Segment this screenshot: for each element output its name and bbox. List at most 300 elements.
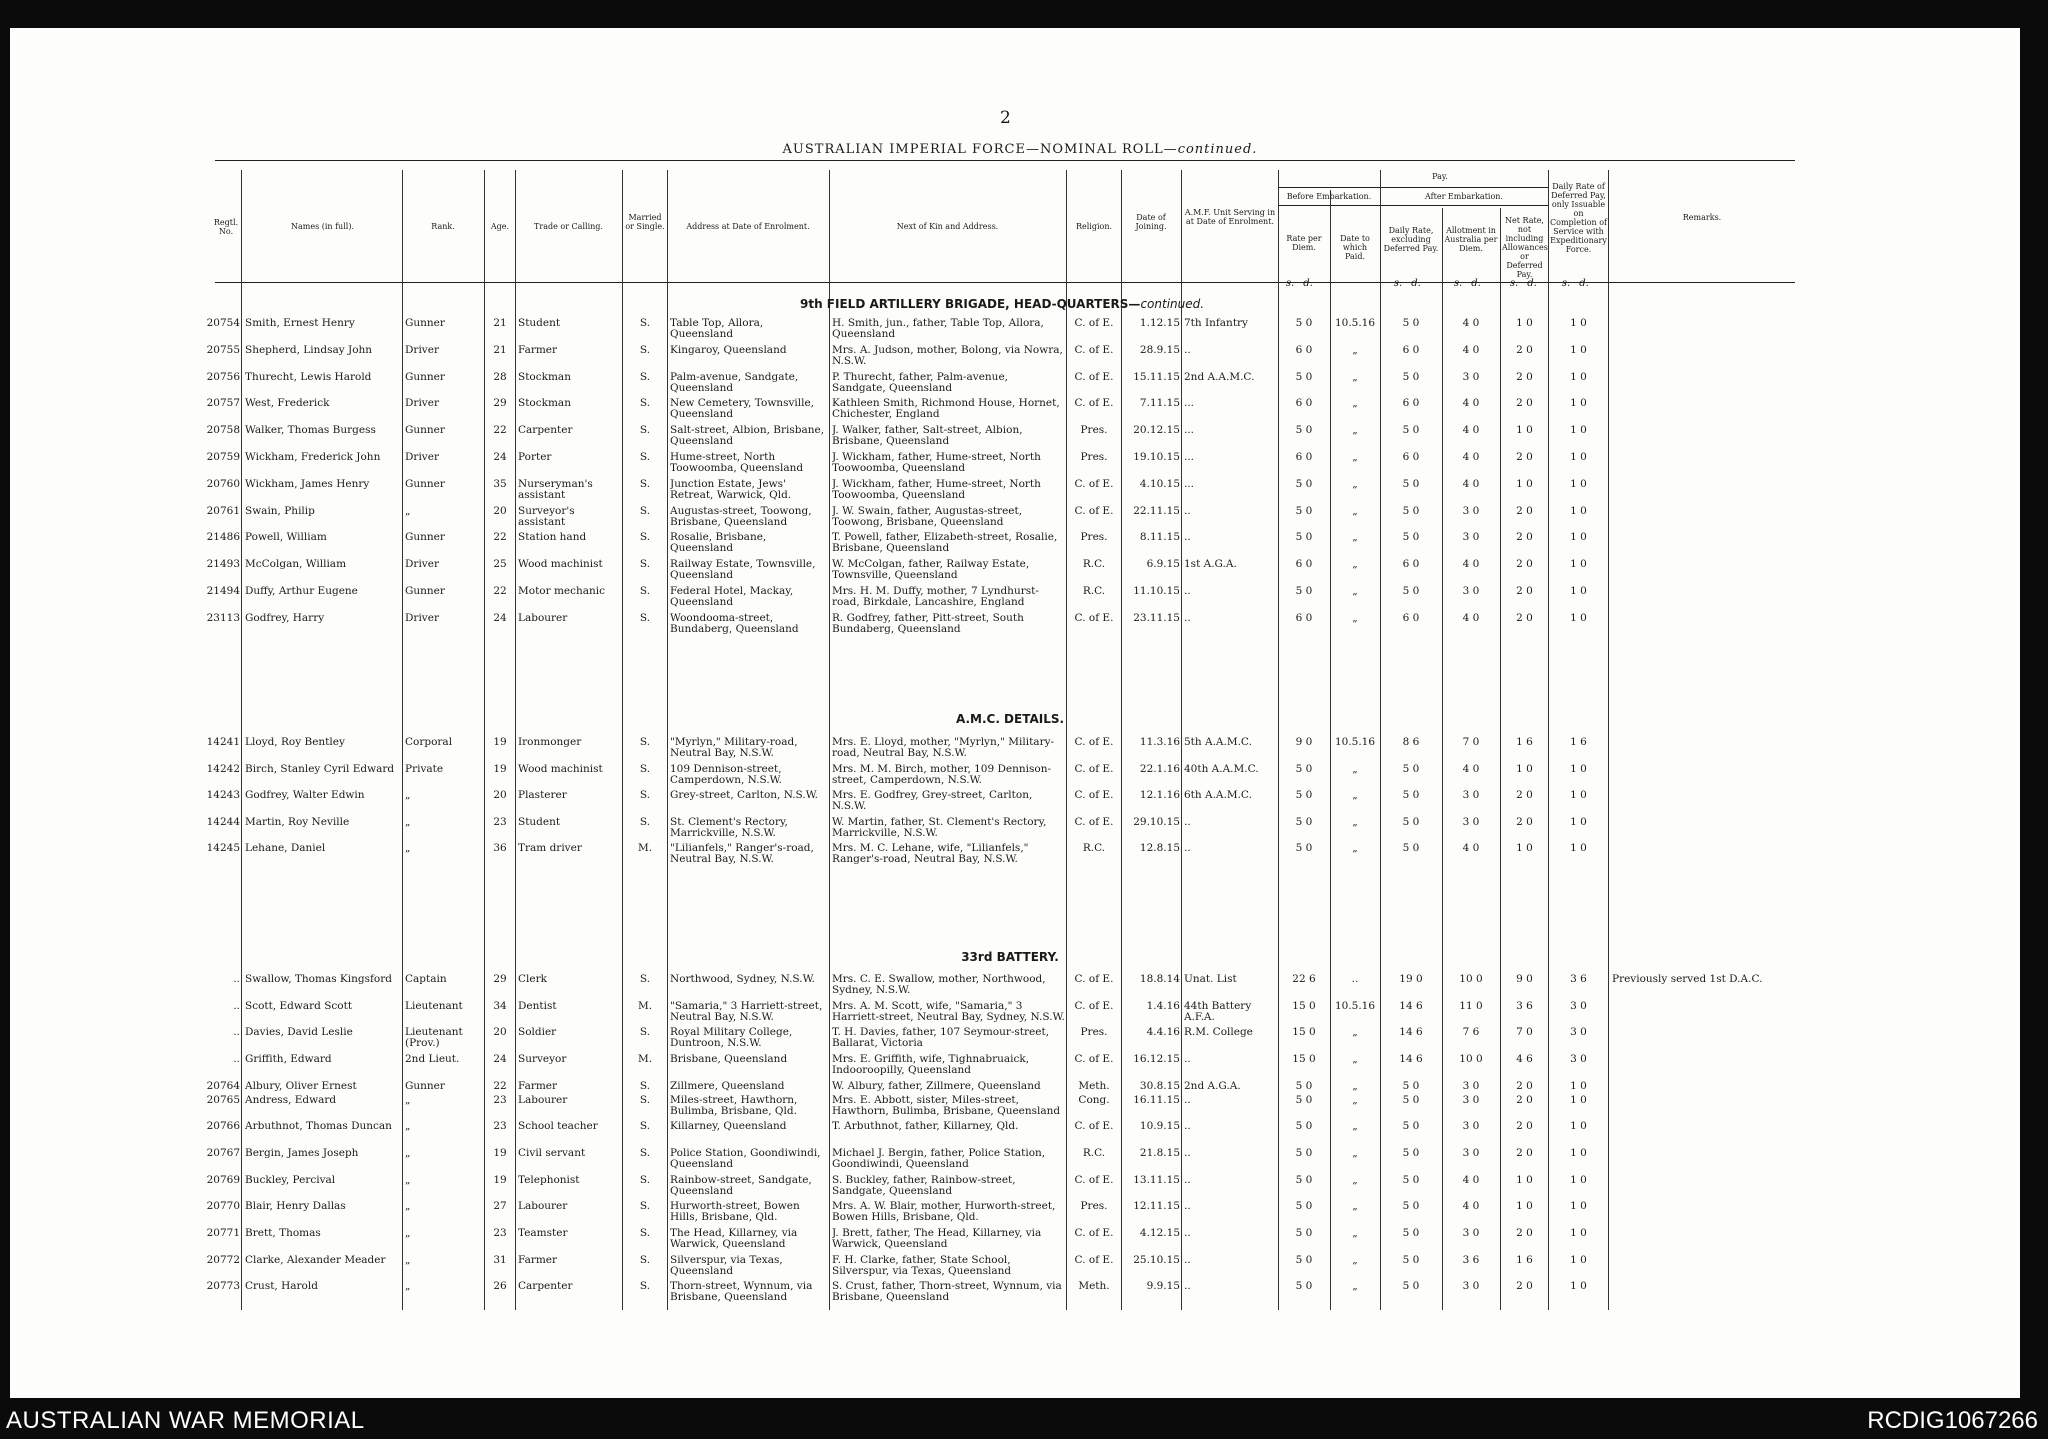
cell-religion: R.C. — [1082, 843, 1106, 855]
cell-name: Godfrey, Walter Edwin — [245, 790, 365, 802]
cell-name: Clarke, Alexander Meader — [245, 1254, 386, 1266]
cell-net-rate: 2 0 — [1516, 452, 1533, 463]
cell-married: M. — [637, 843, 653, 855]
cell-deferred: 1 0 — [1570, 816, 1587, 828]
cell-name: Crust, Harold — [245, 1281, 318, 1293]
cell-address: Hurworth-street, Bowen Hills, Brisbane, Qld. — [670, 1201, 800, 1224]
cell-age: 27 — [493, 1201, 507, 1213]
cell-net-rate: 2 0 — [1516, 586, 1533, 597]
cell-daily-rate: 14 6 — [1399, 1027, 1423, 1039]
cell-religion: Pres. — [1080, 1027, 1108, 1039]
cell-regtl-no: 20764 — [206, 1080, 240, 1092]
cell-remarks — [1612, 1281, 1792, 1304]
cell-next-of-kin: W. Albury, father, Zillmere, Queensland — [832, 1080, 1041, 1092]
cell-date-joined: 16.12.15 — [1133, 1054, 1180, 1066]
col-rule — [1500, 208, 1501, 1310]
cell-regtl-no: 14241 — [206, 737, 240, 748]
cell-rate-per-diem: 6 0 — [1295, 452, 1313, 463]
cell-net-rate: 2 0 — [1516, 344, 1533, 356]
cell-unit: ... — [1184, 452, 1195, 463]
cell-address: Kingaroy, Queensland — [670, 344, 787, 356]
footer-archive-name: AUSTRALIAN WAR MEMORIAL — [6, 1407, 365, 1434]
cell-religion: C. of E. — [1074, 1228, 1114, 1239]
cell-name: Thurecht, Lewis Harold — [245, 371, 372, 383]
cell-unit: .. — [1184, 1281, 1191, 1293]
cell-allotment: 3 0 — [1462, 790, 1480, 802]
cell-date-joined: 13.11.15 — [1133, 1174, 1180, 1186]
cell-religion: C. of E. — [1074, 1254, 1114, 1266]
cell-regtl-no: .. — [233, 974, 240, 985]
cell-address: The Head, Killarney, via Warwick, Queensland — [670, 1228, 798, 1250]
cell-rate-per-diem: 5 0 — [1295, 425, 1313, 437]
header-next-of-kin: Next of Kin and Address. — [896, 222, 999, 231]
header-names: Names (in full). — [290, 222, 354, 231]
cell-religion: C. of E. — [1074, 816, 1114, 828]
cell-net-rate: 1 6 — [1516, 1254, 1533, 1266]
cell-allotment: 3 6 — [1462, 1254, 1480, 1266]
cell-rate-per-diem: 6 0 — [1295, 612, 1313, 624]
cell-next-of-kin: H. Smith, jun., father, Table Top, Allora, Queensland — [832, 318, 1044, 340]
cell-rate-per-diem: 15 0 — [1292, 1054, 1316, 1066]
cell-trade: Labourer — [518, 612, 568, 624]
cell-net-rate: 2 0 — [1516, 790, 1533, 802]
cell-net-rate: 2 0 — [1516, 1147, 1533, 1159]
cell-date-paid: „ — [1352, 425, 1358, 437]
cell-allotment: 11 0 — [1459, 1000, 1483, 1012]
cell-address: Rosalie, Brisbane, Queensland — [670, 532, 767, 555]
cell-married: S. — [639, 737, 651, 748]
cell-trade: Surveyor — [518, 1054, 567, 1066]
cell-trade: Teamster — [518, 1228, 568, 1239]
cell-trade: Civil servant — [518, 1147, 586, 1159]
cell-unit: .. — [1184, 1254, 1191, 1266]
cell-date-joined: 7.11.15 — [1139, 398, 1180, 410]
cell-date-joined: 12.8.15 — [1139, 843, 1180, 855]
cell-regtl-no: 20769 — [206, 1174, 240, 1186]
cell-age: 23 — [493, 816, 507, 828]
cell-daily-rate: 6 0 — [1402, 344, 1420, 356]
cell-deferred: 1 0 — [1570, 790, 1587, 802]
cell-age: 20 — [493, 790, 507, 802]
cell-rank: „ — [405, 790, 411, 802]
cell-allotment: 4 0 — [1462, 1201, 1480, 1213]
cell-date-joined: 1.12.15 — [1139, 318, 1180, 329]
cell-date-joined: 11.3.16 — [1139, 737, 1180, 748]
cell-married: S. — [639, 1228, 651, 1239]
cell-regtl-no: .. — [233, 1000, 240, 1012]
cell-rank: „ — [405, 1201, 411, 1213]
cell-married: S. — [639, 1080, 651, 1092]
cell-daily-rate: 6 0 — [1402, 612, 1420, 624]
cell-religion: C. of E. — [1074, 1000, 1114, 1012]
cell-remarks — [1612, 1175, 1792, 1198]
cell-religion: C. of E. — [1074, 1054, 1114, 1066]
cell-next-of-kin: J. Wickham, father, Hume-street, North Toowoomba, Queensland — [832, 478, 1041, 501]
cell-unit: .. — [1184, 1054, 1191, 1066]
cell-net-rate: 2 0 — [1516, 612, 1533, 624]
cell-regtl-no: 21493 — [206, 559, 240, 571]
cell-unit: .. — [1184, 612, 1191, 624]
cell-rate-per-diem: 5 0 — [1295, 318, 1313, 329]
cell-age: 19 — [493, 763, 507, 775]
header-religion: Religion. — [1075, 222, 1113, 231]
section-title-suffix: continued. — [1140, 297, 1205, 311]
cell-net-rate: 1 0 — [1516, 1174, 1533, 1186]
cell-religion: C. of E. — [1074, 371, 1114, 383]
cell-remarks — [1612, 613, 1792, 636]
cell-address: "Lilianfels," Ranger's-road, Neutral Bay, N.S.W. — [670, 843, 814, 866]
cell-deferred: 1 0 — [1570, 478, 1587, 490]
cell-date-paid: „ — [1352, 478, 1358, 490]
cell-net-rate: 1 0 — [1516, 763, 1533, 775]
cell-address: Palm-avenue, Sandgate, Queensland — [670, 371, 799, 394]
cell-date-paid: 10.5.16 — [1334, 318, 1376, 329]
cell-allotment: 10 0 — [1459, 974, 1483, 985]
cell-allotment: 7 0 — [1462, 737, 1480, 748]
cell-deferred: 1 0 — [1570, 1147, 1587, 1159]
cell-age: 21 — [493, 318, 507, 329]
cell-religion: C. of E. — [1074, 790, 1114, 802]
cell-unit: .. — [1184, 816, 1191, 828]
header-date-joining: Date of Joining. — [1135, 213, 1167, 231]
roll-title-text: AUSTRALIAN IMPERIAL FORCE—NOMINAL ROLL— — [782, 142, 1178, 157]
cell-deferred: 1 0 — [1570, 344, 1587, 356]
cell-religion: R.C. — [1082, 586, 1106, 597]
cell-date-joined: 4.4.16 — [1146, 1027, 1180, 1039]
cell-rate-per-diem: 22 6 — [1292, 974, 1316, 985]
cell-age: 24 — [493, 612, 507, 624]
cell-date-paid: „ — [1352, 1201, 1358, 1213]
cell-next-of-kin: Mrs. A. W. Blair, mother, Hurworth-street, Bowen Hills, Brisbane, Qld. — [832, 1201, 1056, 1224]
cell-rate-per-diem: 5 0 — [1295, 1147, 1313, 1159]
cell-remarks — [1612, 764, 1792, 787]
cell-remarks — [1612, 737, 1792, 760]
cell-date-joined: 30.8.15 — [1139, 1080, 1180, 1092]
cell-religion: C. of E. — [1074, 763, 1114, 775]
cell-trade: Soldier — [518, 1027, 557, 1039]
cell-trade: Tram driver — [518, 843, 582, 855]
cell-age: 35 — [493, 478, 507, 490]
cell-remarks — [1612, 372, 1792, 395]
cell-net-rate: 4 6 — [1516, 1054, 1533, 1066]
cell-name: Walker, Thomas Burgess — [245, 425, 376, 437]
cell-allotment: 3 0 — [1462, 505, 1480, 517]
cell-allotment: 3 0 — [1462, 1080, 1480, 1092]
cell-remarks — [1612, 1228, 1792, 1251]
cell-name: Godfrey, Harry — [245, 612, 325, 624]
header-deferred: Daily Rate of Deferred Pay, only Issuable on Completion of Service with Expeditionary Force. — [1550, 182, 1607, 254]
header-unit-serving: A.M.F. Unit Serving in at Date of Enrolment. — [1184, 208, 1276, 226]
cell-allotment: 4 0 — [1462, 843, 1480, 855]
cell-age: 29 — [493, 398, 507, 410]
cell-daily-rate: 5 0 — [1402, 763, 1420, 775]
cell-age: 24 — [493, 452, 507, 463]
cell-rate-per-diem: 6 0 — [1295, 398, 1313, 410]
cell-trade: Motor mechanic — [518, 586, 606, 597]
cell-unit: .. — [1184, 1174, 1191, 1186]
cell-rate-per-diem: 5 0 — [1295, 1228, 1313, 1239]
cell-rate-per-diem: 5 0 — [1295, 1094, 1313, 1106]
cell-allotment: 4 0 — [1462, 1174, 1480, 1186]
cell-trade: Clerk — [518, 974, 547, 985]
cell-rank: „ — [405, 816, 411, 828]
cell-rank: Gunner — [405, 532, 445, 544]
cell-daily-rate: 6 0 — [1402, 452, 1420, 463]
cell-rank: Gunner — [405, 425, 445, 437]
cell-name: Arbuthnot, Thomas Duncan — [245, 1121, 392, 1133]
cell-regtl-no: 23113 — [206, 612, 240, 624]
col-rule — [402, 170, 403, 1310]
cell-rate-per-diem: 5 0 — [1295, 816, 1313, 828]
col-rule — [667, 170, 668, 1310]
cell-married: S. — [639, 318, 651, 329]
cell-next-of-kin: Mrs. E. Abbott, sister, Miles-street, Hawthorn, Bulimba, Brisbane, Queensland — [832, 1094, 1061, 1117]
cell-remarks: Previously served 1st D.A.C. — [1612, 974, 1763, 985]
cell-regtl-no: 14245 — [206, 843, 240, 855]
cell-trade: Farmer — [518, 344, 558, 356]
cell-rank: Captain — [405, 974, 447, 985]
cell-remarks — [1612, 398, 1792, 421]
cell-allotment: 7 6 — [1462, 1027, 1480, 1039]
cell-address: Silverspur, via Texas, Queensland — [670, 1254, 783, 1277]
cell-next-of-kin: W. McColgan, father, Railway Estate, Townsville, Queensland — [832, 559, 1030, 582]
cell-age: 26 — [493, 1281, 507, 1293]
cell-date-paid: „ — [1352, 1054, 1358, 1066]
cell-trade: Station hand — [518, 532, 587, 544]
cell-next-of-kin: T. Arbuthnot, father, Killarney, Qld. — [832, 1121, 1019, 1133]
cell-rate-per-diem: 5 0 — [1295, 371, 1313, 383]
cell-date-paid: „ — [1352, 586, 1358, 597]
cell-name: West, Frederick — [245, 398, 330, 410]
cell-rank: Driver — [405, 398, 439, 410]
cell-age: 31 — [493, 1254, 507, 1266]
cell-date-joined: 19.10.15 — [1133, 452, 1180, 463]
cell-next-of-kin: Michael J. Bergin, father, Police Station, Goondiwindi, Queensland — [832, 1147, 1046, 1170]
cell-date-joined: 4.10.15 — [1139, 478, 1180, 490]
cell-unit: ... — [1184, 398, 1195, 410]
cell-rate-per-diem: 9 0 — [1295, 737, 1313, 748]
cell-date-joined: 18.8.14 — [1139, 974, 1180, 985]
cell-remarks — [1612, 1095, 1792, 1118]
col-rule — [1548, 170, 1549, 1310]
cell-net-rate: 2 0 — [1516, 816, 1533, 828]
cell-date-joined: 4.12.15 — [1139, 1228, 1180, 1239]
cell-name: Brett, Thomas — [245, 1228, 321, 1239]
cell-rate-per-diem: 15 0 — [1292, 1027, 1316, 1039]
cell-regtl-no: 20772 — [206, 1254, 240, 1266]
cell-address: "Samaria," 3 Harriett-street, Neutral Bay, N.S.W. — [670, 1000, 823, 1023]
cell-age: 21 — [493, 344, 507, 356]
cell-next-of-kin: Mrs. M. M. Birch, mother, 109 Dennison-street, Camperdown, N.S.W. — [832, 763, 1052, 786]
cell-religion: C. of E. — [1074, 737, 1114, 748]
cell-date-paid: „ — [1352, 1228, 1358, 1239]
col-rule — [1330, 190, 1331, 1310]
cell-rate-per-diem: 5 0 — [1295, 1174, 1313, 1186]
cell-married: S. — [639, 790, 651, 802]
cell-trade: Wood machinist — [518, 559, 603, 571]
cell-unit: .. — [1184, 505, 1191, 517]
cell-net-rate: 2 0 — [1516, 505, 1533, 517]
cell-deferred: 1 0 — [1570, 586, 1587, 597]
cell-religion: Meth. — [1078, 1281, 1110, 1293]
cell-allotment: 3 0 — [1462, 586, 1480, 597]
cell-unit: 2nd A.G.A. — [1184, 1080, 1241, 1092]
cell-daily-rate: 5 0 — [1402, 1121, 1420, 1133]
cell-daily-rate: 5 0 — [1402, 371, 1420, 383]
cell-date-paid: „ — [1352, 344, 1358, 356]
cell-daily-rate: 5 0 — [1402, 1094, 1420, 1106]
cell-date-joined: 16.11.15 — [1133, 1094, 1180, 1106]
cell-religion: C. of E. — [1074, 1174, 1114, 1186]
cell-next-of-kin: F. H. Clarke, father, State School, Silverspur, via Texas, Queensland — [832, 1254, 1012, 1277]
cell-daily-rate: 5 0 — [1402, 1254, 1420, 1266]
unit-s: s. — [1285, 278, 1295, 289]
cell-deferred: 1 0 — [1570, 318, 1587, 329]
cell-regtl-no: 20767 — [206, 1147, 240, 1159]
footer-record-id: RCDIG1067266 — [1867, 1407, 2038, 1434]
cell-rank: Driver — [405, 452, 439, 463]
cell-unit: ... — [1184, 425, 1195, 437]
cell-age: 19 — [493, 1174, 507, 1186]
cell-date-joined: 1.4.16 — [1146, 1000, 1180, 1012]
cell-net-rate: 2 0 — [1516, 1281, 1533, 1293]
cell-age: 19 — [493, 737, 507, 748]
cell-allotment: 3 0 — [1462, 532, 1480, 544]
cell-remarks — [1612, 345, 1792, 368]
cell-next-of-kin: S. Buckley, father, Rainbow-street, Sandgate, Queensland — [832, 1174, 1016, 1197]
cell-name: Smith, Ernest Henry — [245, 318, 355, 329]
cell-trade: Plasterer — [518, 790, 567, 802]
cell-married: S. — [639, 1147, 651, 1159]
cell-address: Junction Estate, Jews' Retreat, Warwick, Qld. — [670, 478, 792, 501]
cell-date-paid: „ — [1352, 1027, 1358, 1039]
cell-trade: Wood machinist — [518, 763, 603, 775]
cell-next-of-kin: Mrs. M. C. Lehane, wife, "Lilianfels," Ranger's-road, Neutral Bay, N.S.W. — [832, 843, 1029, 866]
cell-allotment: 3 0 — [1462, 816, 1480, 828]
cell-daily-rate: 5 0 — [1402, 586, 1420, 597]
cell-date-paid: „ — [1352, 1094, 1358, 1106]
cell-remarks — [1612, 790, 1792, 813]
cell-remarks — [1612, 1054, 1792, 1077]
cell-unit: 1st A.G.A. — [1184, 559, 1237, 571]
cell-age: 25 — [493, 559, 507, 571]
cell-regtl-no: 20770 — [206, 1201, 240, 1213]
cell-rate-per-diem: 5 0 — [1295, 1281, 1313, 1293]
section-title-text: A.M.C. DETAILS. — [955, 712, 1065, 726]
cell-unit: .. — [1184, 344, 1191, 356]
cell-unit: .. — [1184, 1201, 1191, 1213]
cell-married: S. — [639, 1254, 651, 1266]
cell-rank: Driver — [405, 344, 439, 356]
cell-net-rate: 2 0 — [1516, 559, 1533, 571]
cell-remarks — [1612, 318, 1792, 341]
cell-address: Killarney, Queensland — [670, 1121, 787, 1133]
cell-rate-per-diem: 5 0 — [1295, 1254, 1313, 1266]
cell-age: 36 — [493, 843, 507, 855]
cell-age: 20 — [493, 505, 507, 517]
cell-rate-per-diem: 5 0 — [1295, 1121, 1313, 1133]
cell-next-of-kin: Kathleen Smith, Richmond House, Hornet, Chichester, England — [832, 398, 1060, 421]
cell-deferred: 1 0 — [1570, 1201, 1587, 1213]
rule-pay-top — [1278, 187, 1548, 188]
cell-remarks — [1612, 817, 1792, 840]
cell-next-of-kin: T. Powell, father, Elizabeth-street, Rosalie, Brisbane, Queensland — [832, 532, 1058, 555]
cell-deferred: 1 0 — [1570, 1281, 1587, 1293]
cell-regtl-no: 20755 — [206, 344, 240, 356]
cell-religion: Meth. — [1078, 1080, 1110, 1092]
cell-date-joined: 15.11.15 — [1133, 371, 1180, 383]
cell-regtl-no: 20765 — [206, 1094, 240, 1106]
cell-unit: 2nd A.A.M.C. — [1184, 371, 1255, 383]
cell-deferred: 1 0 — [1570, 452, 1587, 463]
cell-religion: C. of E. — [1074, 318, 1114, 329]
cell-trade: Stockman — [518, 371, 571, 383]
cell-rate-per-diem: 5 0 — [1295, 763, 1313, 775]
unit-s: s. — [1561, 278, 1571, 289]
cell-deferred: 1 0 — [1570, 1174, 1587, 1186]
cell-religion: C. of E. — [1074, 344, 1114, 356]
cell-age: 23 — [493, 1228, 507, 1239]
cell-name: Powell, William — [245, 532, 327, 544]
cell-regtl-no: 20771 — [206, 1228, 240, 1239]
cell-allotment: 3 0 — [1462, 1094, 1480, 1106]
cell-religion: C. of E. — [1074, 398, 1114, 410]
cell-regtl-no: 14242 — [206, 763, 240, 775]
cell-address: Salt-street, Albion, Brisbane, Queensland — [670, 425, 825, 448]
cell-next-of-kin: J. Walker, father, Salt-street, Albion, Brisbane, Queensland — [832, 425, 1023, 448]
cell-net-rate: 3 6 — [1516, 1000, 1533, 1012]
cell-deferred: 1 0 — [1570, 505, 1587, 517]
cell-trade: Porter — [518, 452, 552, 463]
cell-date-paid: „ — [1352, 612, 1358, 624]
cell-trade: Student — [518, 318, 561, 329]
cell-unit: .. — [1184, 1147, 1191, 1159]
rule-top — [215, 160, 1795, 161]
cell-next-of-kin: T. H. Davies, father, 107 Seymour-street, Ballarat, Victoria — [832, 1027, 1050, 1050]
cell-date-joined: 12.11.15 — [1133, 1201, 1180, 1213]
col-rule — [515, 170, 516, 1310]
cell-religion: C. of E. — [1074, 612, 1114, 624]
cell-date-joined: 10.9.15 — [1139, 1121, 1180, 1133]
header-allotment: Allotment in Australia per Diem. — [1444, 226, 1498, 253]
cell-address: Grey-street, Carlton, N.S.W. — [670, 790, 819, 802]
cell-net-rate: 2 0 — [1516, 371, 1533, 383]
cell-net-rate: 1 6 — [1516, 737, 1533, 748]
cell-next-of-kin: Mrs. C. E. Swallow, mother, Northwood, Sydney, N.S.W. — [832, 974, 1046, 996]
header-remarks: Remarks. — [1682, 213, 1722, 222]
cell-daily-rate: 14 6 — [1399, 1000, 1423, 1012]
cell-address: Police Station, Goondiwindi, Queensland — [670, 1147, 821, 1170]
cell-remarks — [1612, 452, 1792, 475]
cell-rate-per-diem: 15 0 — [1292, 1000, 1316, 1012]
cell-next-of-kin: P. Thurecht, father, Palm-avenue, Sandgate, Queensland — [832, 371, 1008, 394]
cell-address: 109 Dennison-street, Camperdown, N.S.W. — [670, 763, 782, 786]
cell-rate-per-diem: 5 0 — [1295, 843, 1313, 855]
cell-rank: Gunner — [405, 1080, 445, 1092]
cell-address: Railway Estate, Townsville, Queensland — [670, 559, 816, 582]
cell-rate-per-diem: 5 0 — [1295, 790, 1313, 802]
cell-unit: .. — [1184, 586, 1191, 597]
cell-regtl-no: 20757 — [206, 398, 240, 410]
cell-next-of-kin: Mrs. A. Judson, mother, Bolong, via Nowra, N.S.W. — [832, 344, 1063, 367]
cell-name: Griffith, Edward — [245, 1054, 332, 1066]
cell-allotment: 4 0 — [1462, 425, 1480, 437]
cell-trade: Labourer — [518, 1201, 568, 1213]
cell-allotment: 3 0 — [1462, 371, 1480, 383]
header-rank: Rank. — [431, 222, 455, 231]
cell-date-paid: „ — [1352, 790, 1358, 802]
roll-title — [780, 142, 1260, 157]
